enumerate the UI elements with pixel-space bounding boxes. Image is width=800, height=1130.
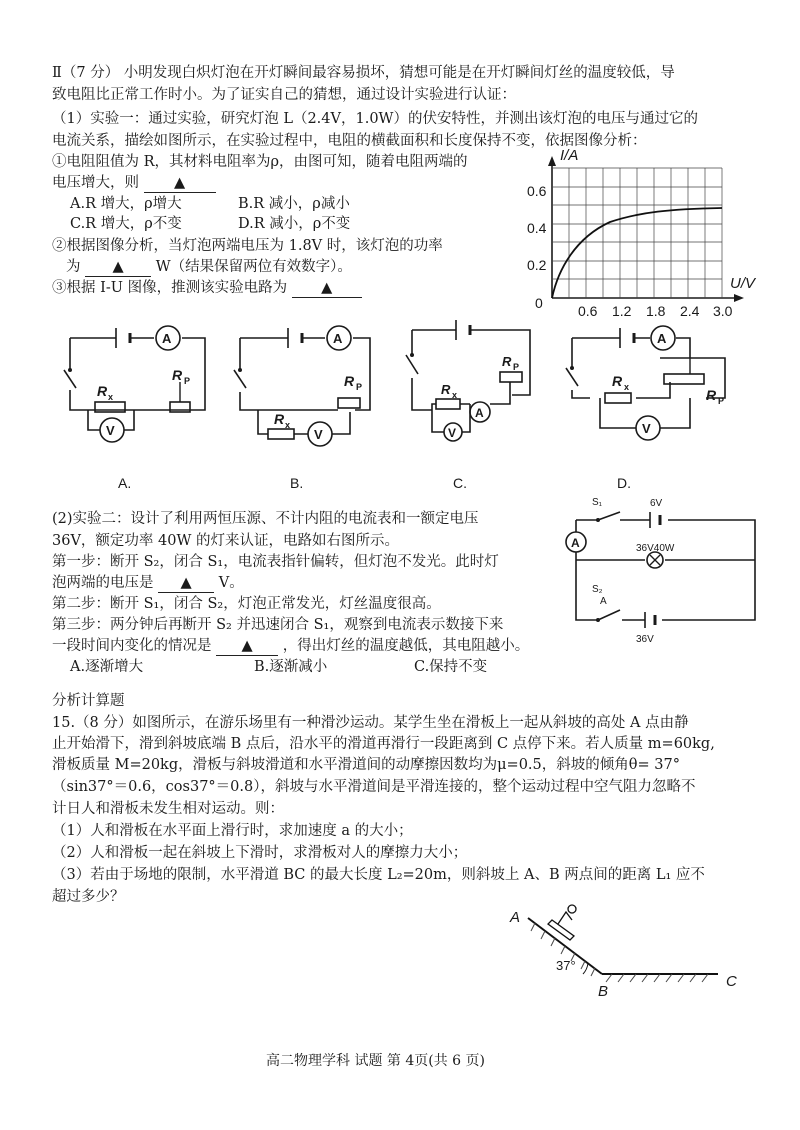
node-a-label: A bbox=[600, 596, 607, 607]
exp1-line2: 电流关系，描绘如图所示，在实验过程中，电阻的横截面积和长度保持不变，依据图像分析： bbox=[52, 133, 647, 149]
svg-text:R: R bbox=[274, 411, 285, 427]
exp2-line2: 36V，额定功率 40W 的灯来认证，电路如右图所示。 bbox=[52, 533, 399, 549]
sub2-line1: ②根据图像分析，当灯泡两端电压为 1.8V 时，该灯泡的功率 bbox=[52, 238, 443, 254]
q15-part3: （3）若由于场地的限制，水平滑道 BC 的最大长度 L₂=20m，则斜坡上 A、B 两点间的距离 L₁ 应不 bbox=[52, 867, 705, 883]
graph-origin: 0 bbox=[535, 295, 543, 311]
answer-blank-1[interactable]: ▲ bbox=[144, 174, 216, 193]
svg-text:A: A bbox=[162, 331, 172, 346]
circuit-label-b: B. bbox=[290, 475, 304, 491]
rider-icon bbox=[548, 905, 576, 940]
sub1-stem: 电压增大，则 bbox=[52, 175, 139, 191]
step3-option-c: C.保持不变 bbox=[414, 659, 488, 675]
sub2-pre: 为 bbox=[66, 259, 81, 275]
svg-text:P: P bbox=[513, 362, 520, 372]
circuit-label-c: C. bbox=[453, 475, 467, 491]
angle-arc bbox=[583, 963, 588, 974]
svg-text:x: x bbox=[624, 382, 630, 392]
svg-text:A: A bbox=[333, 331, 343, 346]
q15-part1: （1）人和滑板在水平面上滑行时，求加速度 a 的大小； bbox=[52, 823, 413, 839]
svg-text:P: P bbox=[718, 396, 725, 406]
step1-line1: 第一步：断开 S₂，闭合 S₁，电流表指针偏转，但灯泡不发光。此时灯 bbox=[52, 554, 499, 570]
q15-part2: （2）人和滑板一起在斜坡上下滑时，求滑板对人的摩擦力大小； bbox=[52, 845, 468, 861]
svg-text:V: V bbox=[642, 421, 651, 436]
q2-header-cont: 致电阻比正常工作时小。为了证实自己的猜想，通过设计实验进行认证： bbox=[52, 87, 516, 103]
xtick-1.2: 1.2 bbox=[612, 303, 632, 319]
lamp-label: 36V40W bbox=[636, 543, 675, 554]
svg-text:R: R bbox=[502, 354, 512, 369]
step3-line1: 第三步：两分钟后再断开 S₂ 并迅速闭合 S₁，观察到电流表示数接下来 bbox=[52, 617, 504, 633]
step2: 第二步：断开 S₁，闭合 S₂，灯泡正常发光，灯丝温度很高。 bbox=[52, 596, 441, 612]
option-c: C.R 增大，ρ不变 bbox=[70, 216, 182, 232]
xtick-3.0: 3.0 bbox=[713, 303, 733, 319]
svg-text:P: P bbox=[356, 382, 363, 392]
circuit-label-a: A. bbox=[118, 475, 132, 491]
step1-pre: 泡两端的电压是 bbox=[52, 575, 154, 591]
svg-text:R: R bbox=[97, 383, 108, 399]
option-a: A.R 增大，ρ增大 bbox=[70, 196, 182, 212]
svg-text:R: R bbox=[441, 382, 451, 397]
q15-line2: 止开始滑下，滑到斜坡底端 B 点后，沿水平的滑道再滑行一段距离到 C 点停下来。若人质量 m=60kg, bbox=[52, 736, 715, 752]
circuit-label-d: D. bbox=[617, 475, 631, 491]
step3-post: ，得出灯丝的温度越低，其电阻越小。 bbox=[282, 638, 530, 654]
exp1-line1: （1）实验一：通过实验，研究灯泡 L（2.4V，1.0W）的伏安特性，并测出该灯泡的电压与通过它的 bbox=[52, 111, 698, 127]
exp2-line1: (2)实验二：设计了利用两恒压源、不计内阻的电流表和一额定电压 bbox=[52, 511, 479, 527]
svg-text:A: A bbox=[657, 331, 667, 346]
svg-text:V: V bbox=[314, 427, 323, 442]
q15-line4: （sin37°＝0.6，cos37°＝0.8），斜坡与水平滑道间是平滑连接的，整个运动过程中空气阻力忽略不 bbox=[52, 779, 696, 795]
point-b-label: B bbox=[598, 983, 609, 1000]
answer-blank-5[interactable]: ▲ bbox=[216, 637, 278, 656]
svg-text:A: A bbox=[475, 406, 484, 420]
xtick-2.4: 2.4 bbox=[680, 303, 700, 319]
ytick-0.2: 0.2 bbox=[527, 257, 547, 273]
angle-label: 37° bbox=[556, 958, 576, 973]
svg-text:x: x bbox=[452, 390, 458, 400]
step1-post: V。 bbox=[218, 575, 244, 591]
step3-pre: 一段时间内变化的情况是 bbox=[52, 638, 212, 654]
v36-label: 36V bbox=[636, 634, 654, 645]
ytick-0.4: 0.4 bbox=[527, 220, 547, 236]
section-title: 分析计算题 bbox=[52, 693, 125, 709]
s1-label: S₁ bbox=[592, 497, 603, 508]
ytick-0.6: 0.6 bbox=[527, 183, 547, 199]
svg-text:R: R bbox=[344, 373, 355, 389]
answer-blank-4[interactable]: ▲ bbox=[158, 574, 214, 593]
v6-label: 6V bbox=[650, 498, 663, 509]
xtick-1.8: 1.8 bbox=[646, 303, 666, 319]
svg-text:R: R bbox=[172, 367, 183, 383]
step3-option-b: B.逐渐减小 bbox=[254, 659, 328, 675]
q15-line3: 滑板质量 M=20kg，滑板与斜坡滑道和水平滑道间的动摩擦因数均为μ=0.5，斜坡的倾角θ= 37° bbox=[52, 757, 680, 773]
svg-text:V: V bbox=[448, 426, 457, 440]
graph-ylabel: I/A bbox=[560, 147, 579, 164]
svg-text:x: x bbox=[285, 420, 291, 430]
page-footer: 高二物理学科 试题 第 4页(共 6 页) bbox=[266, 1053, 485, 1069]
svg-text:P: P bbox=[184, 376, 191, 386]
q2-header: Ⅱ（7 分） 小明发现白炽灯泡在开灯瞬间最容易损坏，猜想可能是在开灯瞬间灯丝的温度较低，导 bbox=[52, 65, 675, 81]
sub2-post: W（结果保留两位有效数字）。 bbox=[155, 259, 352, 275]
sub1-line1: ①电阻阻值为 R，其材料电阻率为ρ，由图可知，随着电阻两端的 bbox=[52, 154, 468, 170]
step3-option-a: A.逐渐增大 bbox=[70, 659, 144, 675]
q15-line1: 15.（8 分）如图所示，在游乐场里有一种滑沙运动。某学生坐在滑板上一起从斜坡的高处 A 点由静 bbox=[52, 715, 689, 731]
answer-blank-3[interactable]: ▲ bbox=[292, 279, 362, 298]
q15-line5: 计日人和滑板未发生相对运动。则： bbox=[52, 801, 284, 817]
xtick-0.6: 0.6 bbox=[578, 303, 598, 319]
svg-text:V: V bbox=[106, 423, 115, 438]
svg-text:R: R bbox=[706, 387, 717, 403]
svg-text:A: A bbox=[571, 536, 580, 550]
point-a-label: A bbox=[510, 909, 521, 926]
graph-xlabel: U/V bbox=[730, 275, 756, 292]
option-b: B.R 减小，ρ减小 bbox=[238, 196, 350, 212]
sub3-stem: ③根据 I-U 图像，推测该实验电路为 bbox=[52, 280, 288, 296]
svg-text:x: x bbox=[108, 392, 114, 402]
option-d: D.R 减小，ρ不变 bbox=[238, 216, 351, 232]
svg-text:R: R bbox=[612, 373, 623, 389]
answer-blank-2[interactable]: ▲ bbox=[85, 258, 151, 277]
point-c-label: C bbox=[726, 973, 737, 990]
q15-part3-cont: 超过多少？ bbox=[52, 889, 125, 905]
s2-label: S₂ bbox=[592, 584, 603, 595]
